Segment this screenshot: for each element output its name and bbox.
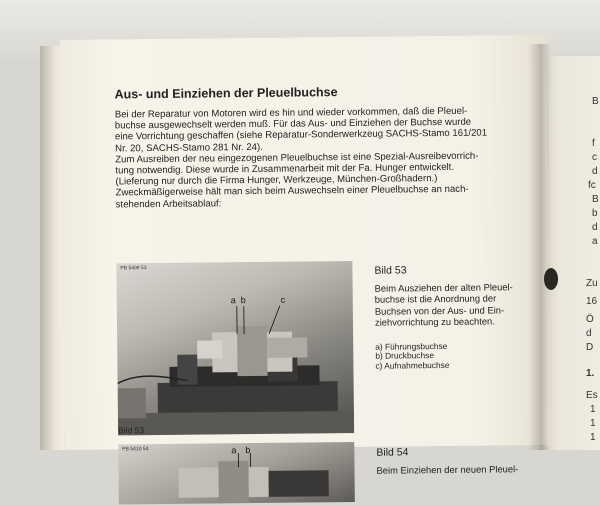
figure-53-description: [374, 263, 550, 371]
book-gutter: [528, 44, 550, 450]
figure-53-photo: [116, 261, 354, 435]
paragraph-line: (Lieferung nur durch die Firma Hunger, Werkzeuge, München-Großhadern.): [115, 172, 545, 188]
right-page-fragment: d: [586, 328, 592, 339]
parts-list: [375, 341, 550, 372]
right-page-fragment: 1.: [586, 368, 594, 379]
page-content: [114, 83, 544, 88]
binding-hole: [544, 268, 558, 290]
parts-list-item: c) Aufnahmebuchse: [375, 360, 550, 371]
parts-list-item: b) Druckbuchse: [375, 350, 550, 361]
figure-54-text: Beim Einziehen der neuen Pleuel-: [376, 463, 551, 476]
text-line: ziehvorrichtung zu beachten.: [375, 315, 550, 328]
figure-54-title: Bild 54: [376, 445, 551, 459]
callout-b: b: [241, 295, 246, 305]
parts-list-item: a) Führungsbuchse: [375, 341, 550, 352]
paragraph-line: eine Vorrichtung geschaffen (siehe Reparatur-Sonderwerkzeug SACHS-Stamo 161/201: [115, 127, 545, 143]
right-page-fragment: d: [592, 222, 598, 233]
tool-illustration: [116, 261, 354, 435]
paragraph-line: Zweckmäßigerweise hält man sich beim Auswechseln einer Pleuelbuchse an nach-: [116, 183, 546, 199]
right-page-fragment: B: [592, 194, 599, 205]
right-page-fragment: Zu: [586, 278, 598, 289]
right-page-fragment: f: [592, 138, 595, 149]
right-page-fragment: Ö: [586, 314, 594, 325]
figure-53-title: Bild 53: [374, 263, 549, 277]
callout-a: a: [231, 295, 236, 305]
right-page-fragment: B: [592, 96, 599, 107]
figure-54-photo: [118, 442, 355, 504]
text-line: Buchsen von der Aus- und Ein-: [375, 304, 550, 317]
section-heading: Aus- und Einziehen der Pleuelbuchse: [114, 85, 337, 101]
figure-53-caption: Bild 53: [118, 425, 144, 435]
figure-tag: PB 5409 53: [120, 265, 146, 271]
paragraph-line: stehenden Arbeitsablauf:: [116, 194, 546, 210]
right-page-fragment: 16: [586, 296, 597, 307]
text-line: Beim Ausziehen der alten Pleuel-: [375, 281, 550, 294]
right-page-fragment: 1: [590, 432, 596, 443]
figure-53-text: [375, 281, 550, 328]
right-page-fragment: b: [592, 208, 598, 219]
callout-c: c: [281, 295, 286, 305]
paragraph-line: tung notwendig. Diese wurde in Zusammenarbeit mit der Fa. Hunger entwickelt.: [115, 161, 545, 177]
right-page-fragment: fc: [588, 180, 596, 191]
right-page-fragment: a: [592, 236, 598, 247]
tool-illustration: [118, 442, 355, 504]
right-page-fragment: c: [592, 152, 597, 163]
figure-tag: PB 5410 54: [122, 446, 148, 452]
left-page: [60, 35, 550, 450]
callout-b: b: [245, 445, 250, 455]
right-page-fragment: D: [586, 342, 593, 353]
right-page-fragment: 1: [590, 418, 596, 429]
paragraph-line: Bei der Reparatur von Motoren wird es hin und wieder vorkommen, daß die Pleuel-: [115, 105, 545, 121]
callout-a: a: [231, 445, 236, 455]
intro-paragraph: [115, 105, 546, 210]
text-line: buchse ist die Anordnung der: [375, 292, 550, 305]
right-page-fragment: Es: [586, 390, 598, 401]
paragraph-line: Zum Ausreiben der neu eingezogenen Pleuelbuchse ist eine Spezial-Ausreibevorrich-: [115, 150, 545, 166]
paragraph-line: Nr. 20, SACHS-Stamo 281 Nr. 24).: [115, 138, 545, 154]
right-page-fragment: 1: [590, 404, 596, 415]
right-page-fragment: d: [592, 166, 598, 177]
paragraph-line: buchse ausgewechselt werden muß. Für das Aus- und Einziehen der Buchse wurde: [115, 116, 545, 132]
